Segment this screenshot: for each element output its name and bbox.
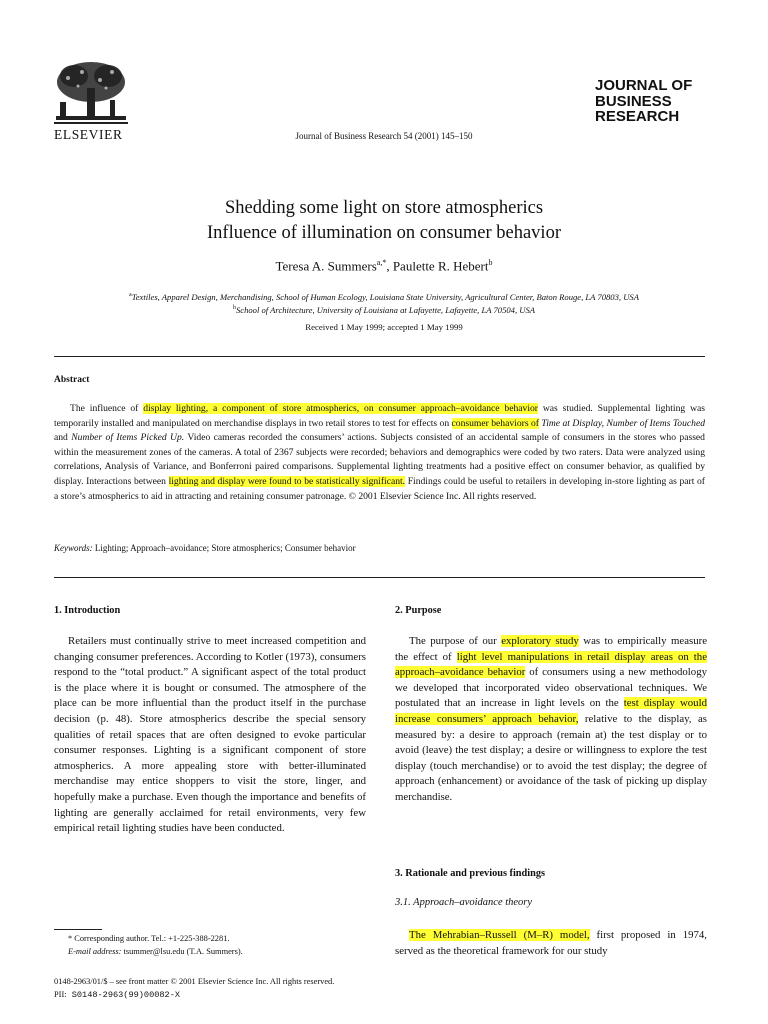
abstract-variable-names: Time at Display, Number of Items Touched (541, 417, 706, 429)
corresponding-author-note: * Corresponding author. Tel.: +1-225-388-2281. (68, 934, 230, 943)
journal-logo-line-2: BUSINESS (595, 92, 672, 110)
article-title (0, 196, 768, 246)
email-address: tsummer@lsu.edu (T.A. Summers). (121, 946, 243, 956)
authors (0, 258, 768, 274)
introduction-body (54, 634, 366, 837)
affiliation-b-marker: b (232, 305, 236, 312)
abstract-segment: was studied. Supplemental lighting was temporarily installed and manipulated on merchandise displays in two retail stores to test for effects on (54, 403, 705, 429)
abstract-segment: Findings could be useful to retailers in developing in-store lighting as part of a store’s atmospherics to aid in attracting and retaining consumer patronage. © 2001 Elsevier Science Inc. All rights reserved. (54, 475, 705, 502)
affiliation-a-text: Textiles, Apparel Design, Merchandising, School of Human Ecology, Louisiana State University, Agricultural Center, Baton Rouge, LA 70803, USA (131, 291, 639, 302)
rationale-highlight: The Mehrabian–Russell (M–R) model, (409, 929, 590, 941)
journal-logo-line-1: JOURNAL OF (595, 77, 693, 94)
journal-citation: Journal of Business Research 54 (2001) 145–150 (295, 131, 473, 141)
abstract-bottom-rule (54, 577, 705, 578)
footnote (54, 933, 243, 958)
author-separator: , (386, 258, 393, 274)
abstract-highlight-1: display lighting, a component of store atmospherics, on consumer approach–avoidance behavior (143, 403, 538, 414)
copyright-line: 0148-2963/01/$ – see front matter © 2001 Elsevier Science Inc. All rights reserved. (54, 977, 335, 986)
abstract-highlight-2: consumer behaviors of (451, 417, 539, 429)
purpose-paragraph (395, 634, 707, 806)
purpose-body (395, 634, 707, 806)
abstract-segment: Video cameras recorded the consumers’ actions. Subjects consisted of an accidental sample of consumers in the stores who passed within the measurement zones of the cameras. A total of 2367 subjects were recorded; behaviors and demographics were coded by two raters. Data were analyzed using correlations, Analysis of Variance, and Bonferroni paired comparisons. Supplemental lighting treatments had a positive effect on consumer behavior, as qualified by display. Interactions between (54, 432, 705, 487)
article-title-line-1: Shedding some light on store atmospherics (224, 198, 544, 218)
email-note (54, 946, 243, 959)
keywords-list: Lighting; Approach–avoidance; Store atmospherics; Consumer behavior (92, 543, 356, 553)
pii-line (54, 989, 334, 1002)
purpose-segment: The purpose of our (409, 635, 502, 647)
front-matter (54, 976, 334, 1001)
keywords (54, 543, 356, 553)
subsection-heading-approach-avoidance: 3.1. Approach–avoidance theory (395, 897, 533, 908)
received-dates: Received 1 May 1999; accepted 1 May 1999 (305, 322, 463, 332)
email-label: E-mail address: (68, 946, 122, 956)
author-1-marker: a,* (376, 258, 387, 267)
introduction-paragraph: Retailers must continually strive to meet increased competition and changing consumer preferences. According to Kotler (1973), consumers respond to the “total product.” A significant aspect of the total product is the place where it is bought or consumed. The atmosphere of the place can be more influential than the product itself in the purchase decision (p. 48). Store atmospherics describe the special sensory qualities of retail spaces that are often designed to evoke particular consumer responses. Lighting is a significant component of store atmospherics. A more appealing store with better-illuminated merchandise may entice shoppers to visit the store, linger, and hopefully make a purchase. Even though the importance and benefits of lighting are generally acclaimed for retail environments, very few empirical retail lighting studies have been conducted. (54, 635, 366, 835)
rationale-body (395, 928, 707, 959)
section-heading-introduction: 1. Introduction (54, 605, 121, 616)
purpose-segment: of consumers using a new methodology we developed that incorporated video observational techniques. We postulated that an increase in light levels on the (395, 666, 707, 710)
abstract-variable-name: Number of Items Picked Up. (71, 432, 185, 444)
affiliation-a-marker: a (129, 292, 132, 298)
abstract-top-rule (54, 356, 705, 357)
rationale-paragraph (395, 928, 707, 959)
section-heading-purpose: 2. Purpose (395, 605, 442, 616)
purpose-segment: was to empirically measure the effect of (395, 635, 707, 663)
journal-logo (595, 78, 692, 125)
section-heading-rationale: 3. Rationale and previous findings (395, 868, 546, 879)
purpose-segment: relative to the display, as measured by: a desire to approach (remain at) the test display or to avoid (leave) the test display; a desire or willingness to explore the test display (touch merchandise) or to avoid the test display; the degree of approach (enhancement) or avoidance of the task of picking up display merchandise. (395, 712, 707, 803)
publisher-name: ELSEVIER (54, 127, 123, 142)
affiliation-b (0, 303, 768, 316)
abstract-segment: and (54, 432, 72, 444)
pii-code: S0148-2963(99)00082-X (66, 989, 181, 1000)
elsevier-tree-logo-icon (52, 58, 130, 128)
author-1: Teresa A. Summers (275, 258, 377, 274)
pii-label: PII: (54, 989, 67, 999)
rationale-segment: first proposed in 1974, served as the theoretical framework for our study (395, 929, 708, 957)
journal-logo-line-3: RESEARCH (595, 108, 680, 125)
abstract-segment: The influence of (70, 403, 144, 414)
affiliation-b-text: School of Architecture, University of Louisiana at Lafayette, Lafayette, LA 70504, USA (235, 305, 536, 316)
purpose-highlight-3: test display would increase consumers’ approach behavior, (395, 697, 707, 725)
author-2-marker: b (488, 258, 493, 267)
author-2: Paulette R. Hebert (392, 258, 489, 274)
affiliations (0, 290, 768, 317)
article-title-line-2: Influence of illumination on consumer behavior (207, 223, 561, 243)
footnote-rule (54, 929, 102, 930)
keywords-label: Keywords: (54, 543, 93, 553)
affiliation-a (0, 290, 768, 303)
purpose-highlight-2: light level manipulations in retail display areas on the approach–avoidance behavior (395, 650, 707, 679)
abstract-heading: Abstract (54, 375, 90, 385)
purpose-highlight-1: exploratory study (501, 635, 579, 647)
abstract-text (54, 402, 705, 504)
abstract-highlight-3: lighting and display were found to be statistically significant. (168, 475, 406, 487)
